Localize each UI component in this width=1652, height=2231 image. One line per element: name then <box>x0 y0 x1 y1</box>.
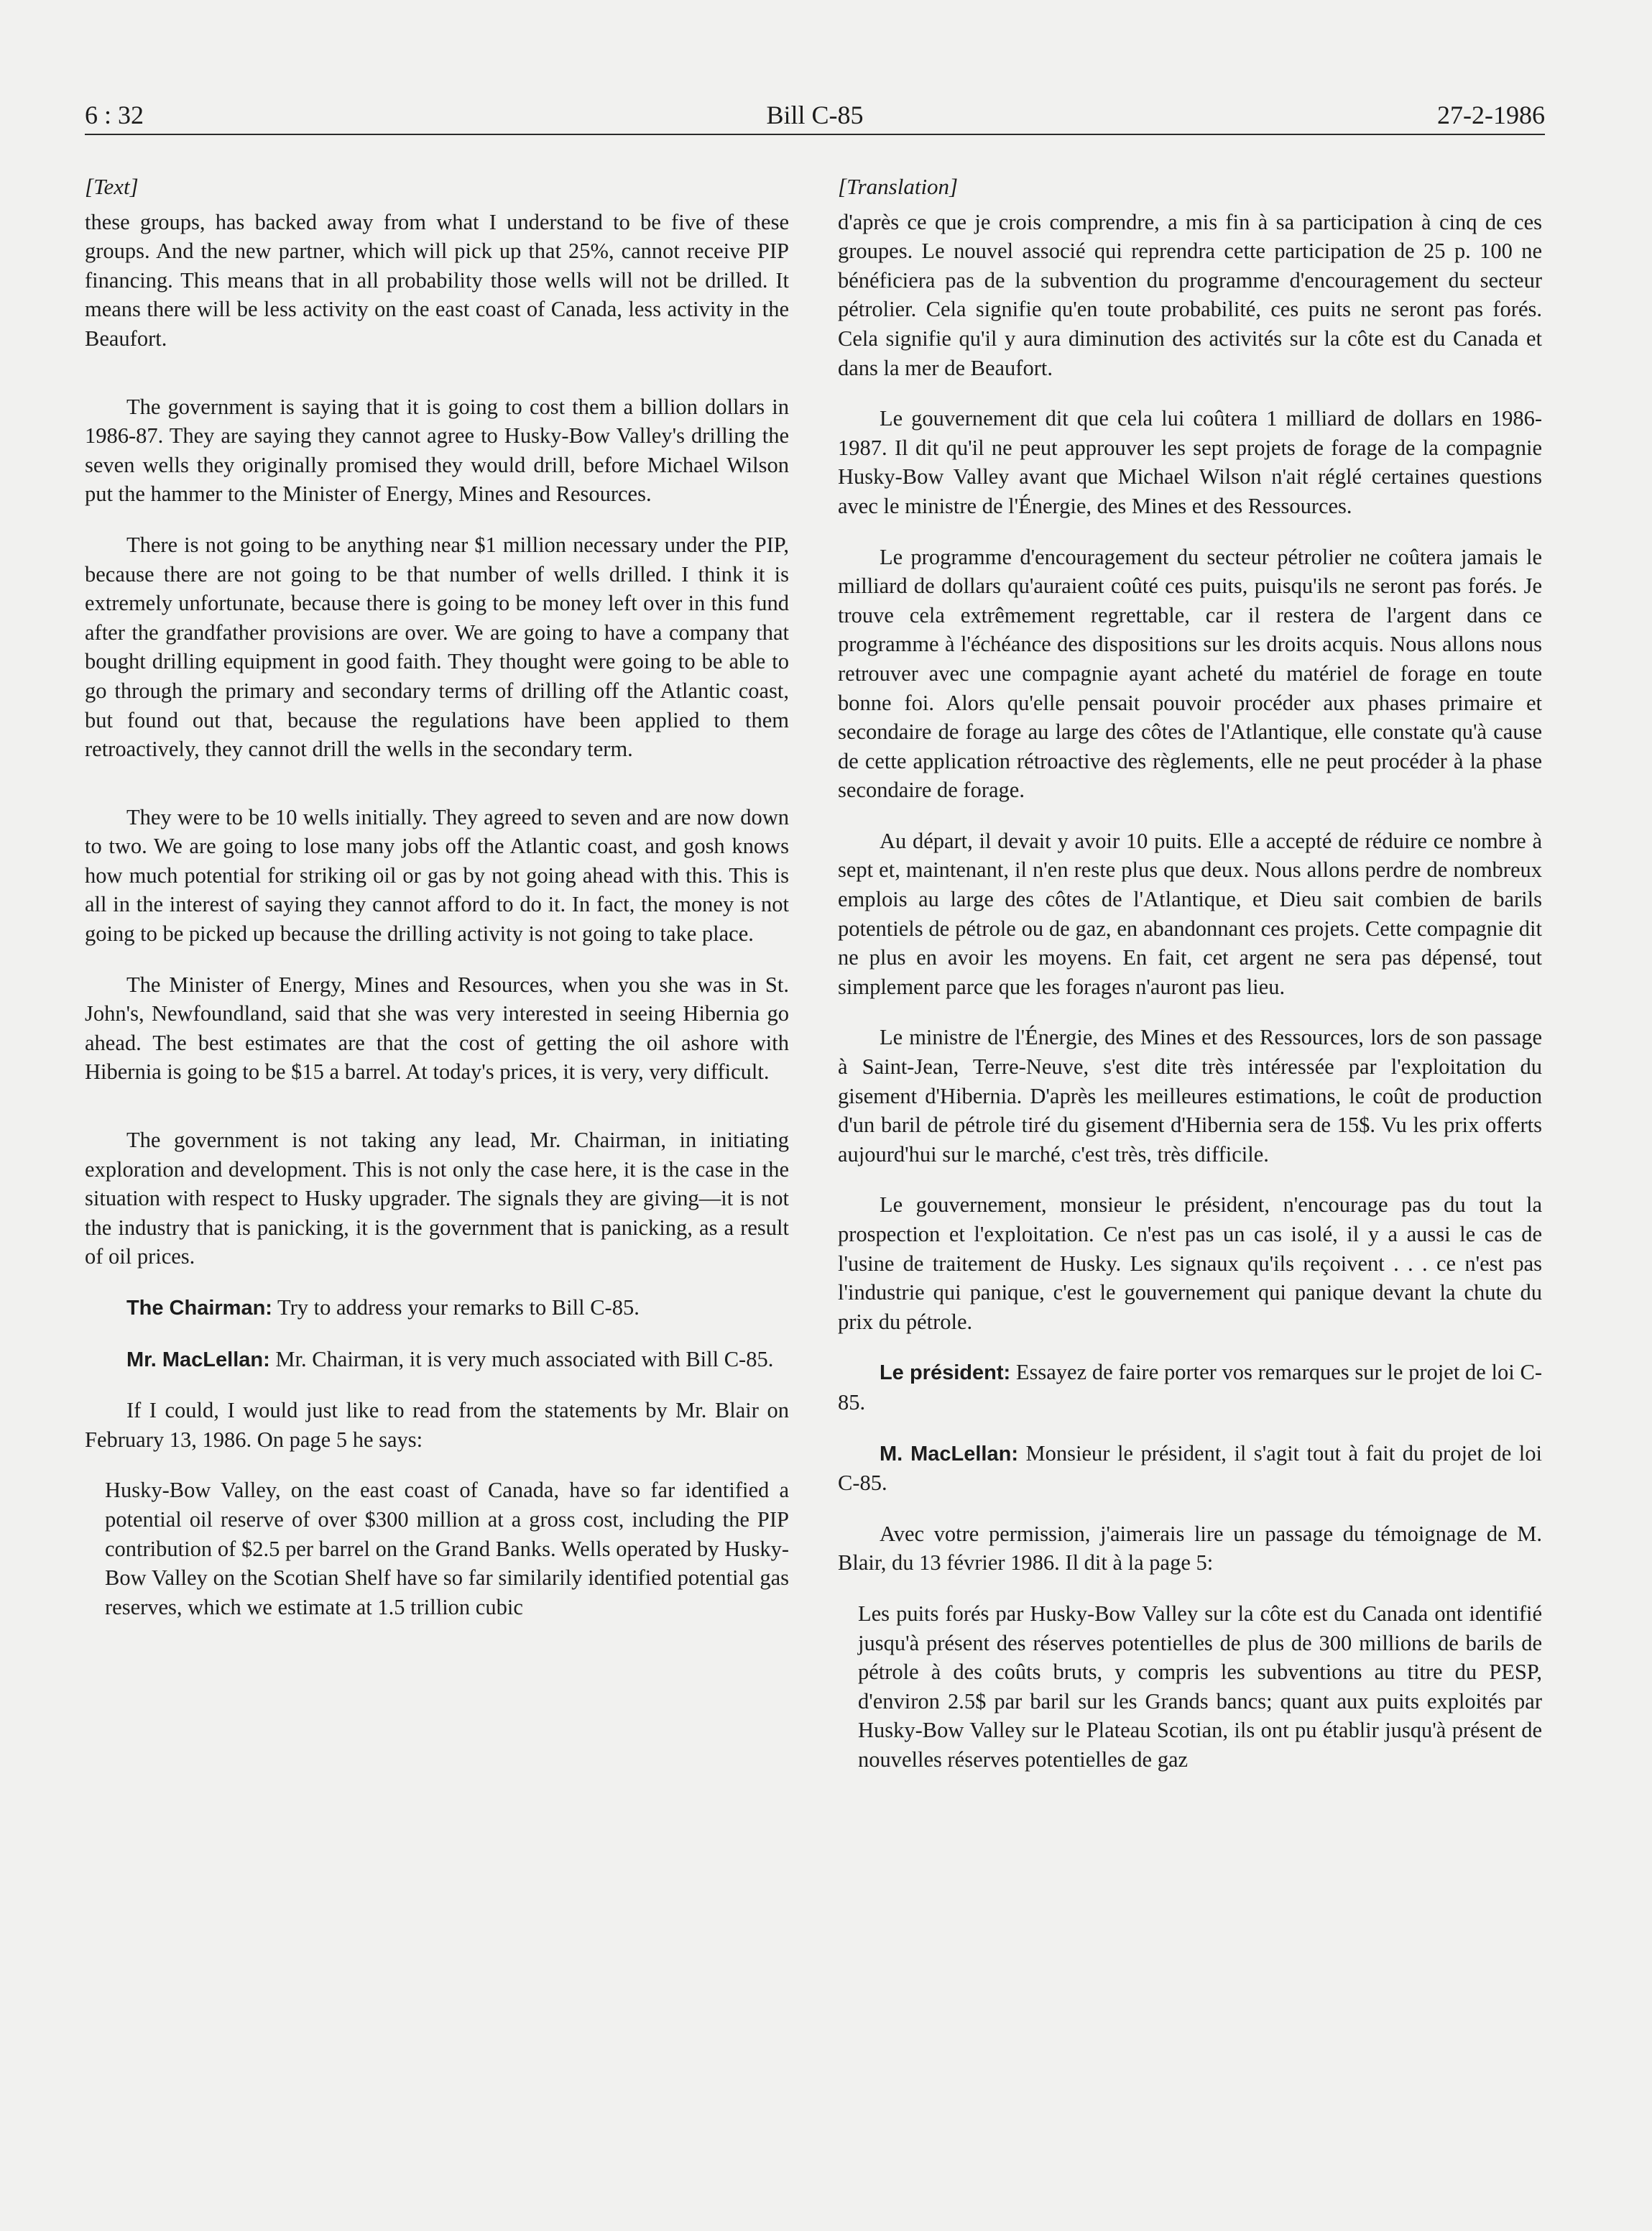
paragraph: They were to be 10 wells initially. They agreed to seven and are now down to two. We are going to lose many jobs off the Atlantic coast, and gosh knows how much potential for striking oil or gas by not going ahead with this. This is all in the interest of saying they cannot afford to do it. In fact, the money is not going to be picked up because the drilling activity is not going to take place. <box>85 804 789 947</box>
french-column <box>838 172 1542 1796</box>
paragraph: Le gouvernement, monsieur le président, n'encourage pas du tout la prospection et l'exploitation. Ce n'est pas un cas isolé, il y a aussi le cas de l'usine de traitement de Husky. Les signaux qu'ils reçoivent . . . ce n'est pas l'industrie qui panique, c'est le gouvernement qui panique devant la chute du prix du pétrole. <box>838 1192 1542 1334</box>
page-number: 6 : 32 <box>85 101 144 129</box>
paragraph: There is not going to be anything near $1 million necessary under the PIP, because there are not going to be that number of wells drilled. I think it is extremely unfortunate, because there is going to be money left over in this fund after the grandfather provisions are over. We are going to have a company that bought drilling equipment in good faith. They thought were going to be able to go through the primary and secondary terms of drilling off the Atlantic coast, but found out that, because the regulations have been applied to them retroactively, they cannot drill the wells in the secondary term. <box>85 532 789 762</box>
paragraph: these groups, has backed away from what I understand to be five of these groups. And the new partner, which will pick up that 25%, cannot receive PIP financing. This means that in all probability those wells will not be drilled. It means there will be less activity on the east coast of Canada, less activity in the Beaufort. <box>85 209 789 351</box>
speaker-name: M. MacLellan: <box>879 1442 1018 1466</box>
speaker-name: The Chairman: <box>126 1297 272 1320</box>
speaker-paragraph <box>838 1439 1542 1498</box>
paragraph: d'après ce que je crois comprendre, a mis fin à sa participation à cinq de ces groupes. Le nouvel associé qui reprendra cette participation de 25 p. 100 ne bénéficiera pas de la subvention du programme d'encouragement du secteur pétrolier. Cela signifie qu'en toute probabilité, ces puits ne seront pas forés. Cela signifie qu'il y aura diminution des activités sur la côte est du Canada et dans la mer de Beaufort. <box>838 209 1542 380</box>
english-column <box>85 172 789 1643</box>
speaker-paragraph <box>85 1345 789 1375</box>
speaker-name: Le président: <box>879 1361 1011 1385</box>
paragraph: Le programme d'encouragement du secteur pétrolier ne coûtera jamais le milliard de dollars qu'auraient coûté ces puits, puisqu'ils ne seront pas forés. Je trouve cela extrêmement regrettable, car il restera de l'argent dans ce programme à l'échéance des dispositions sur les droits acquis. Nous allons nous retrouver avec une compagnie ayant acheté du matériel de forage en toute bonne foi. Alors qu'elle pensait pouvoir procéder aux phases primaire et secondaire de forage au large des côtes de l'Atlantique, elle constate qu'à cause de cette application rétroactive des règlements, elle ne peut procéder à la phase secondaire de forage. <box>838 544 1542 803</box>
speaker-text: Try to address your remarks to Bill C-85. <box>272 1295 640 1320</box>
speaker-paragraph <box>85 1293 789 1323</box>
speaker-text: Monsieur le président, il s'agit tout à fait du projet de loi C-85. <box>838 1440 1542 1496</box>
paragraph: Le ministre de l'Énergie, des Mines et des Ressources, lors de son passage à Saint-Jean, Terre-Neuve, s'est dite très intéressée par l'exploitation du gisement d'Hibernia. D'après les meilleures estimations, le coût de production d'un baril de pétrole tiré du gisement d'Hibernia sera de 15$. Vu les prix offerts aujourd'hui sur le marché, c'est très, très difficile. <box>838 1025 1542 1167</box>
page-date: 27-2-1986 <box>1437 101 1545 129</box>
speaker-text: Mr. Chairman, it is very much associated with Bill C-85. <box>269 1346 774 1371</box>
paragraph: Le gouvernement dit que cela lui coûtera 1 milliard de dollars en 1986-1987. Il dit qu'il ne peut approuver les sept projets de forage de la compagnie Husky-Bow Valley avant que Michael Wilson n'ait réglé certaines questions avec le ministre de l'Énergie, des Mines et des Ressources. <box>838 406 1542 518</box>
column-label: [Translation] <box>838 174 959 199</box>
paragraph: Avec votre permission, j'aimerais lire un passage du témoignage de M. Blair, du 13 février 1986. Il dit à la page 5: <box>838 1521 1542 1576</box>
paragraph: Au départ, il devait y avoir 10 puits. Elle a accepté de réduire ce nombre à sept et, maintenant, il n'en reste plus que deux. Nous allons perdre de nombreux emplois au large des côtes de l'Atlantique, et Dieu sait combien de barils potentiels de pétrole ou de gaz, en abandonnant ces projets. Cette compagnie dit ne plus en avoir les moyens. En fait, cet argent ne sera pas dépensé, tout simplement parce que les forages n'auront pas lieu. <box>838 828 1542 999</box>
paragraph: If I could, I would just like to read from the statements by Mr. Blair on February 13, 1986. On page 5 he says: <box>85 1398 789 1452</box>
column-label: [Text] <box>85 174 139 199</box>
speaker-paragraph <box>838 1358 1542 1417</box>
paragraph: The government is not taking any lead, Mr. Chairman, in initiating exploration and development. This is not only the case here, it is the case in the situation with respect to Husky upgrader. The signals they are giving—it is not the industry that is panicking, it is the government that is panicking, as a result of oil prices. <box>85 1128 789 1269</box>
header-rule <box>85 134 1545 135</box>
quoted-statement: Husky-Bow Valley, on the east coast of Canada, have so far identified a potential oil reserve of over $300 million at a gross cost, including the PIP contribution of $2.5 per barrel on the Grand Banks. Wells operated by Husky-Bow Valley on the Scotian Shelf have so far similarily identified potential gas reserves, which we estimate at 1.5 trillion cubic <box>105 1478 789 1619</box>
bill-title: Bill C-85 <box>766 101 864 129</box>
speaker-text: Essayez de faire porter vos remarques sur le projet de loi C-85. <box>838 1360 1542 1414</box>
page-header <box>85 99 1545 138</box>
paragraph: The Minister of Energy, Mines and Resources, when you she was in St. John's, Newfoundland, said that she was very interested in seeing Hibernia go ahead. The best estimates are that the cost of getting the oil ashore with Hibernia is going to be $15 a barrel. At today's prices, it is very, very difficult. <box>85 972 789 1085</box>
paragraph: The government is saying that it is going to cost them a billion dollars in 1986-87. They are saying they cannot agree to Husky-Bow Valley's drilling the seven wells they originally promised they would drill, before Michael Wilson put the hammer to the Minister of Energy, Mines and Resources. <box>85 394 789 507</box>
speaker-name: Mr. MacLellan: <box>126 1348 270 1371</box>
quoted-statement: Les puits forés par Husky-Bow Valley sur la côte est du Canada ont identifié jusqu'à présent des réserves potentielles de plus de 300 millions de barils de pétrole à des coûts bruts, y compris les subventions au titre du PESP, d'environ 2.5$ par baril sur les Grands bancs; quant aux puits exploités par Husky-Bow Valley sur le Plateau Scotian, ils ont pu établir jusqu'à présent de nouvelles réserves potentielles de gaz <box>858 1601 1542 1772</box>
